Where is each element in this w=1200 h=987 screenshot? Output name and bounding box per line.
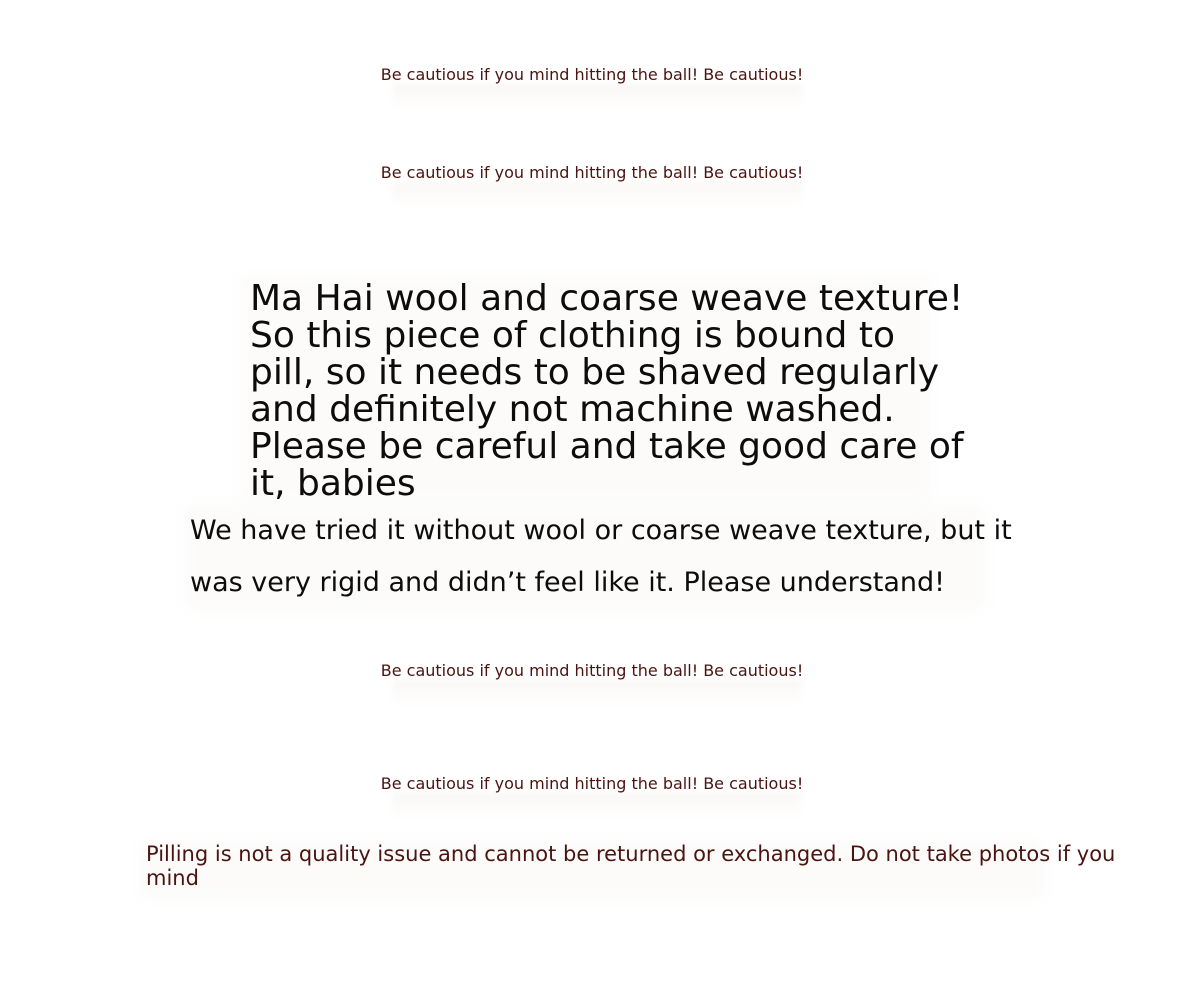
headline-line: and definitely not machine washed.	[250, 389, 895, 430]
explanation-line: We have tried it without wool or coarse weave texture, but it	[190, 515, 1012, 546]
headline-line: it, babies	[250, 463, 416, 504]
caution-shadow	[392, 182, 802, 208]
caution-shadow	[392, 680, 802, 706]
caution-text: Be cautious if you mind hitting the ball! Be cautious!	[380, 163, 804, 182]
pilling-notice	[146, 842, 1116, 890]
caution-text: Be cautious if you mind hitting the ball! Be cautious!	[380, 661, 804, 680]
caution-shadow	[392, 84, 802, 110]
headline	[250, 278, 964, 504]
pilling-line: mind	[146, 866, 199, 890]
headline-line: Please be careful and take good care of	[250, 426, 964, 467]
explanation-paragraph	[190, 505, 1012, 609]
pilling-line: Pilling is not a quality issue and cannot be returned or exchanged. Do not take photos if you	[146, 842, 1116, 866]
caution-shadow	[392, 793, 802, 819]
headline-line: Ma Hai wool and coarse weave texture!	[250, 278, 964, 319]
headline-line: So this piece of clothing is bound to	[250, 315, 895, 356]
headline-line: pill, so it needs to be shaved regularly	[250, 352, 940, 393]
explanation-line: was very rigid and didn’t feel like it. Please understand!	[190, 567, 945, 598]
caution-text: Be cautious if you mind hitting the ball! Be cautious!	[380, 774, 804, 793]
caution-text: Be cautious if you mind hitting the ball! Be cautious!	[380, 65, 804, 84]
